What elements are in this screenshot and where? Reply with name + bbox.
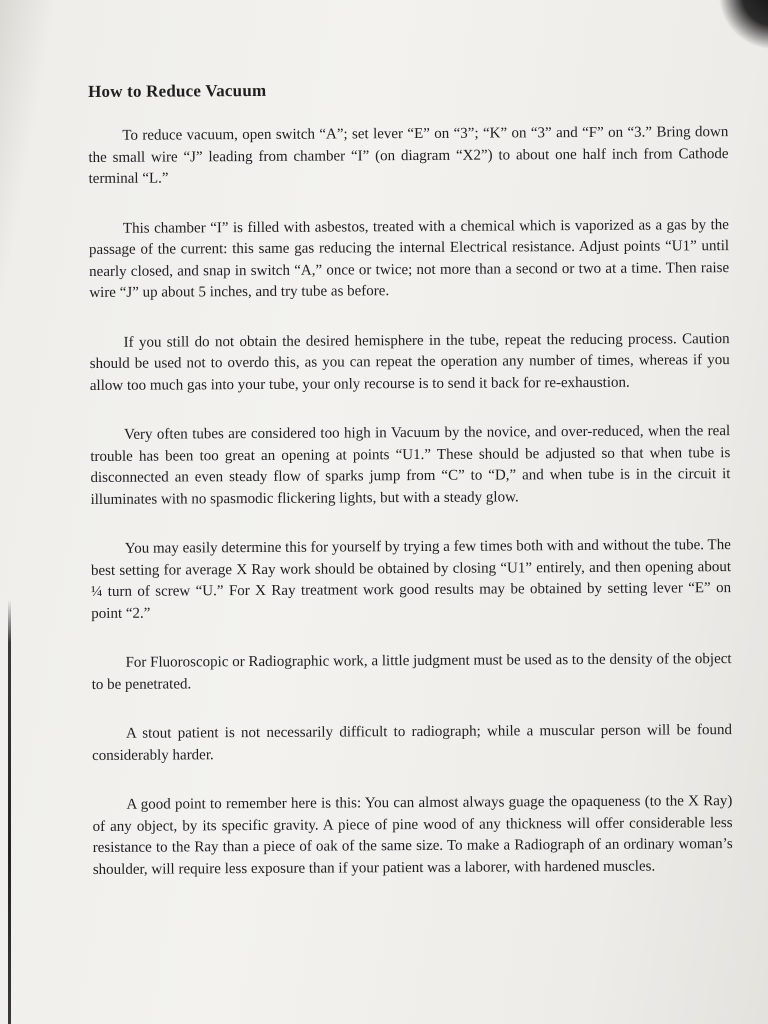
- page-title: How to Reduce Vacuum: [88, 80, 267, 101]
- paragraph-8: A good point to remember here is this: You can almost always guage the opaqueness (to the X Ray) of any object, by its specific gravity. A piece of pine wood of any thickness will offer considerable less resistance to the Ray than a piece of oak of the same size. To make a Radiograph of an ordinary woman’s shoulder, will require less exposure than if your patient was a laborer, with hardened muscles.: [92, 793, 733, 878]
- paragraph-4: Very often tubes are considered too high in Vacuum by the novice, and over-reduced, when the real trouble has been too great an opening at points “U1.” These should be adjusted so that when tube is disconnected an even steady flow of sparks jump from “C” to “D,” and when tube is in the circuit it illuminates with no spasmodic flickering lights, but with a steady glow.: [90, 423, 731, 508]
- page-corner-shadow: [718, 0, 768, 50]
- paragraph-2: This chamber “I” is filled with asbestos, treated with a chemical which is vaporized as a gas by the passage of the current: this same gas reducing the internal Electrical resistance. Adjust points “U1” until nearly closed, and snap in switch “A,” once or twice; not more than a second or two at a time. Then raise wire “J” up about 5 inches, and try tube as before.: [88, 216, 730, 301]
- binding-edge: [8, 600, 11, 1024]
- paragraph-6: For Fluoroscopic or Radiographic work, a little judgment must be used as to the density of the object to be penetrated.: [91, 651, 732, 693]
- paragraph-5: You may easily determine this for yourself by trying a few times both with and without the tube. The best setting for average X Ray work should be obtained by closing “U1” entirely, and then opening about ¼ turn of screw “U.” For X Ray treatment work good results may be obtained by setting lever “E” on point “2.”: [90, 537, 732, 622]
- paragraph-7: A stout patient is not necessarily difficult to radiograph; while a muscular person will be found considerably harder.: [92, 722, 733, 764]
- page-content: [88, 78, 733, 909]
- paragraph-3: If you still do not obtain the desired hemisphere in the tube, repeat the reducing process. Caution should be used not to overdo this, as you can repeat the operation any number of times, whereas if you allow too much gas into your tube, your only recourse is to send it back for re-exhaustion.: [89, 330, 730, 394]
- paragraph-1: To reduce vacuum, open switch “A”; set lever “E” on “3”; “K” on “3” and “F” on “3.” Bring down the small wire “J” leading from chamber “I” (on diagram “X2”) to about one half inch from Cathode terminal “L.”: [88, 124, 729, 187]
